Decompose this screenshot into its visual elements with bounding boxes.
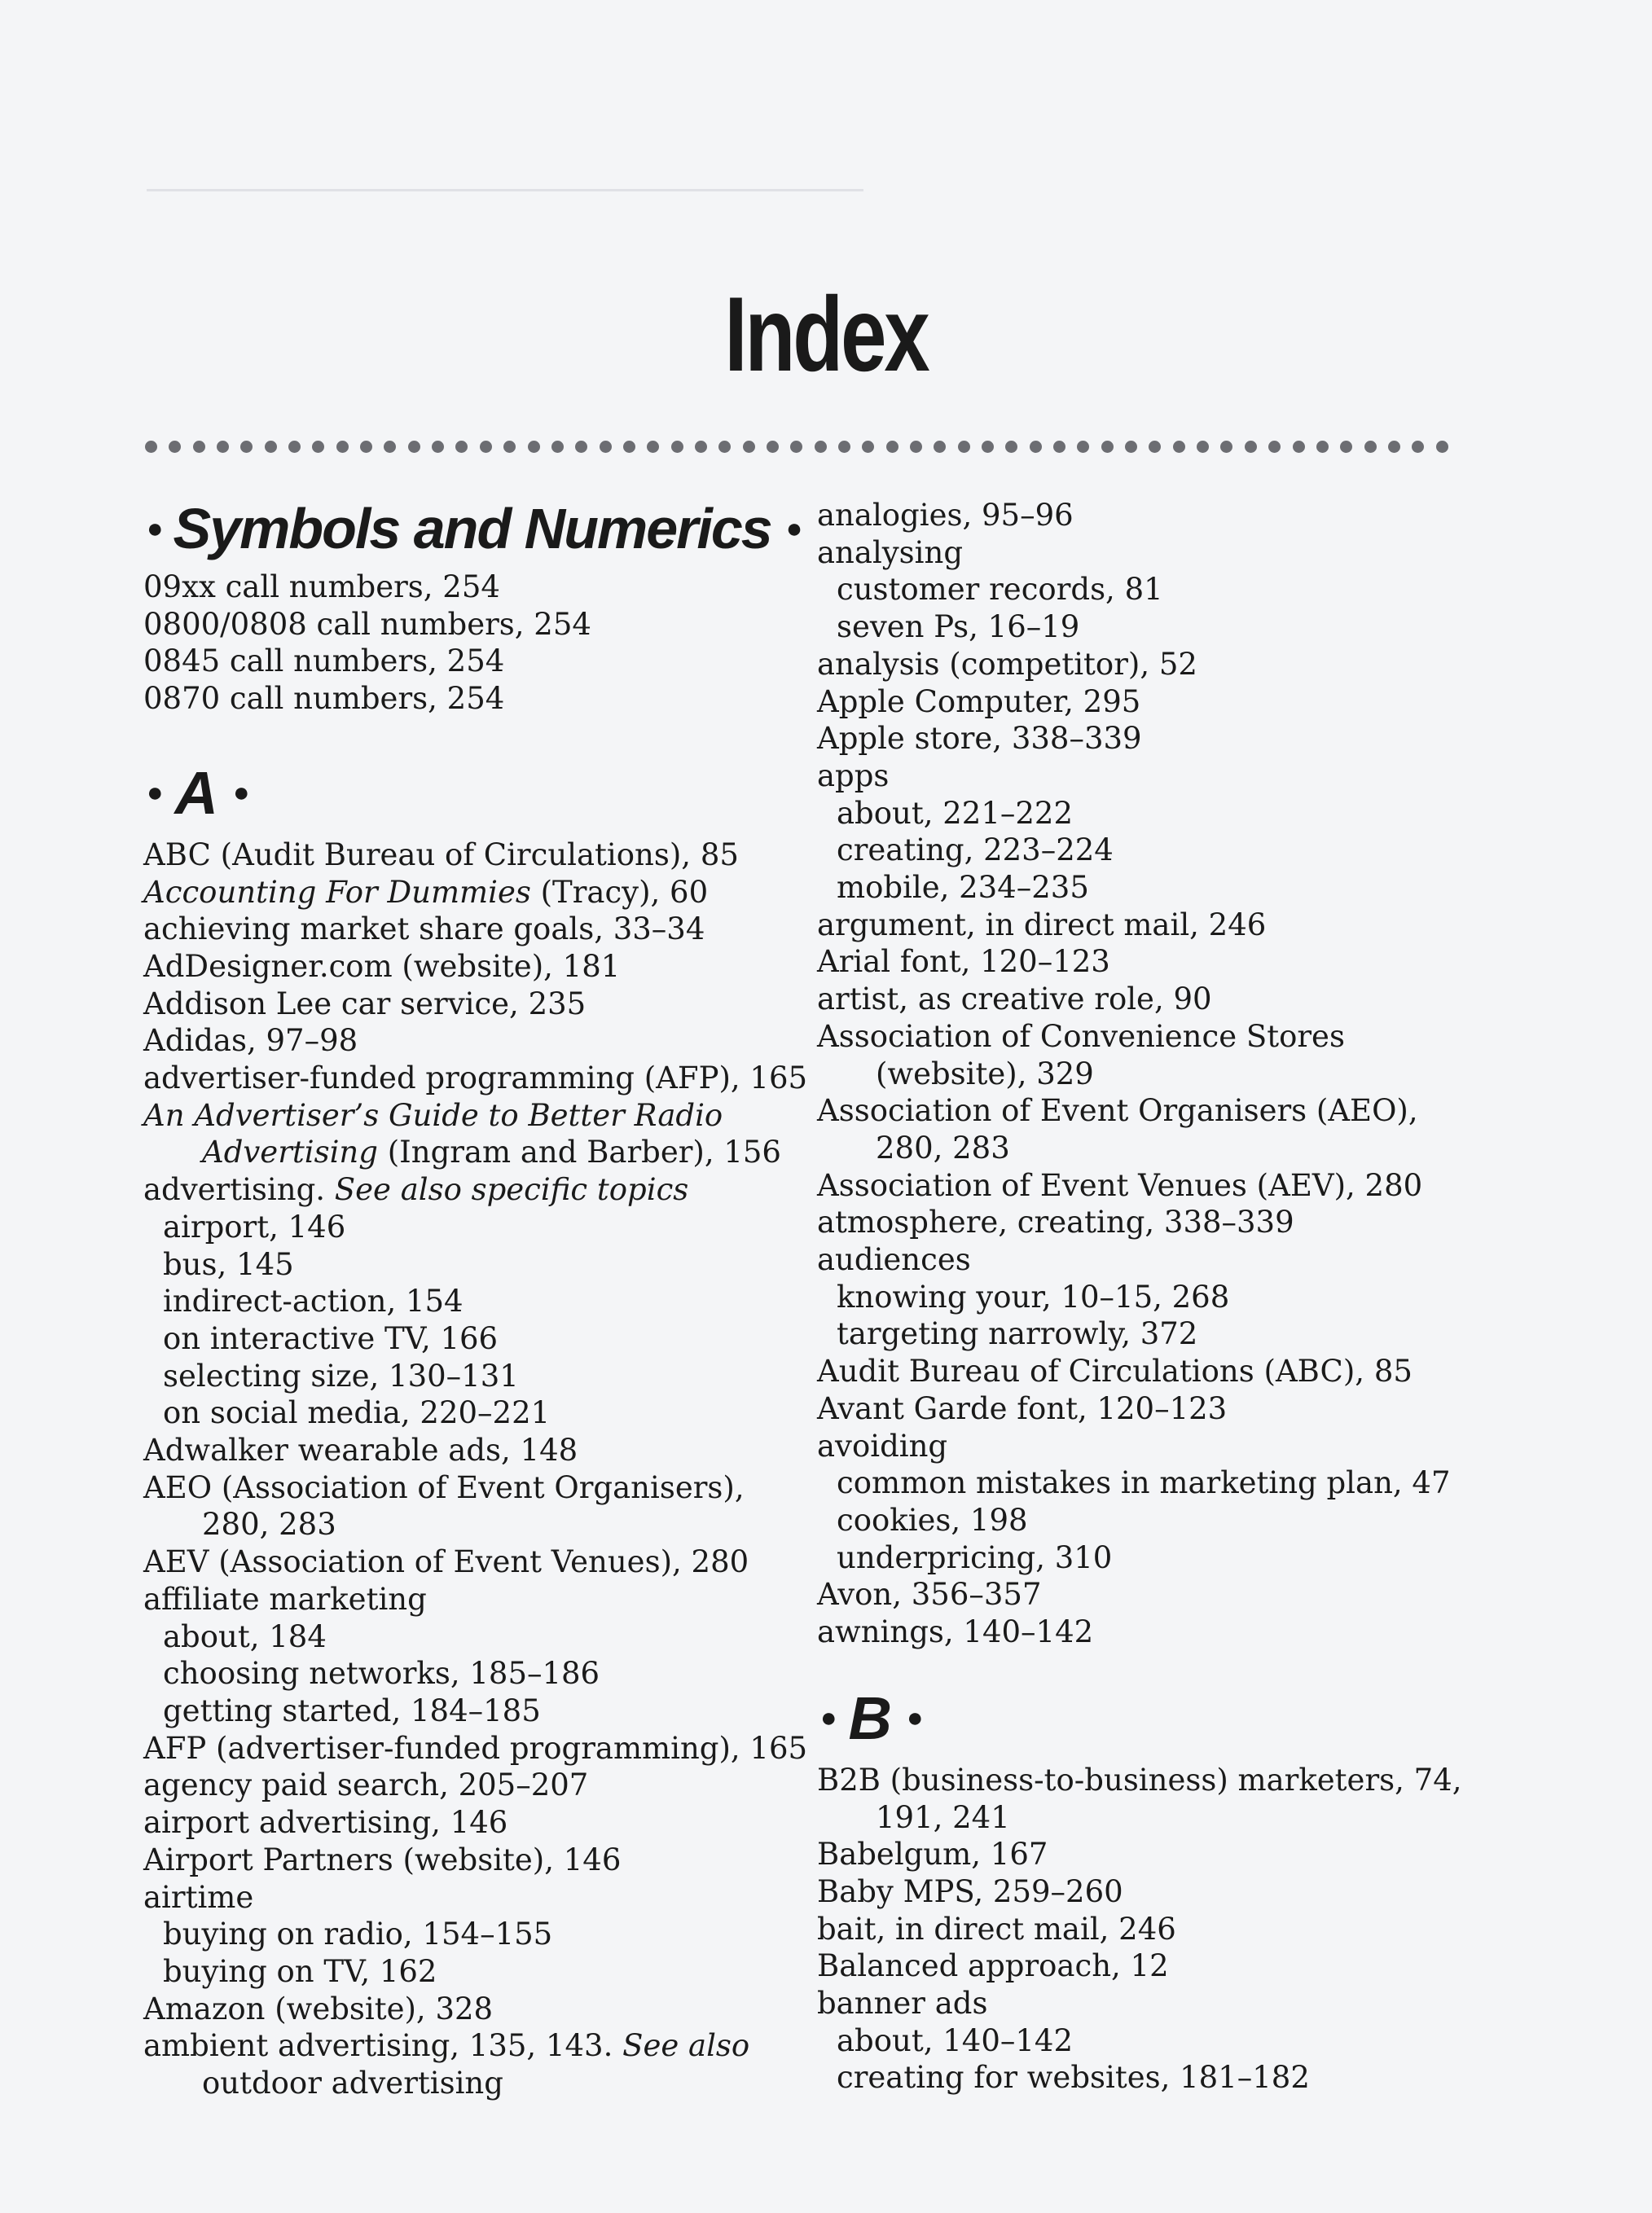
rule-dot [910,441,922,453]
index-entry-continuation [817,1130,1485,1167]
entry-text: achieving market share goals, 33–34 [143,911,705,947]
index-entry [143,1730,811,1767]
index-entry [143,1543,811,1581]
rule-dot [1436,441,1448,453]
entry-text: bait, in direct mail, 246 [817,1911,1176,1947]
entry-text: Airport Partners (website), 146 [143,1842,622,1877]
entry-text: 280, 283 [202,1507,336,1543]
dotted-rule [145,438,1448,454]
entry-text: 191, 241 [876,1799,1010,1835]
entry-text: See also specific topics [334,1172,689,1208]
entry-text: cookies, 198 [837,1502,1028,1538]
index-subentry [817,1502,1485,1539]
entry-text: Audit Bureau of Circulations (ABC), 85 [817,1354,1413,1390]
entry-text: 0870 call numbers, 254 [143,681,505,717]
entry-text: airtime [143,1879,254,1915]
index-entry [143,874,811,911]
rule-dot [600,441,612,453]
index-entry [143,643,811,680]
rule-dot [958,441,970,453]
rule-dot [1245,441,1257,453]
index-subentry [143,1283,811,1320]
index-subentry [817,832,1485,869]
index-entry [817,1762,1485,1799]
index-entry [143,1171,811,1209]
entry-text: avoiding [817,1428,948,1464]
index-subentry [143,1320,811,1358]
entry-text: (website), 329 [876,1056,1094,1091]
index-subentry [143,1655,811,1693]
page-title: Index [724,274,928,393]
rule-dot [528,441,540,453]
entry-text: advertiser-funded programming (AFP), 165 [143,1060,808,1096]
entry-text: AEO (Association of Event Organisers), [143,1469,745,1505]
bullet-icon: ● [907,1701,924,1733]
index-entry [817,1092,1485,1130]
entry-text: 09xx call numbers, 254 [143,569,500,604]
entry-text: common mistakes in marketing plan, 47 [837,1465,1451,1501]
index-entry [817,981,1485,1018]
entry-text: underpricing, 310 [837,1539,1113,1575]
rule-dot [575,441,587,453]
rule-dot [623,441,635,453]
entry-text: creating for websites, 181–182 [837,2060,1310,2096]
entry-text: buying on TV, 162 [163,1953,437,1989]
entry-text: Adidas, 97–98 [143,1023,358,1059]
index-entry-continuation [143,1134,811,1171]
rule-dot [503,441,516,453]
rule-dot [1364,441,1377,453]
rule-dot [288,441,301,453]
rule-dot [743,441,755,453]
index-entry-continuation [817,1799,1485,1837]
index-entry [143,986,811,1023]
entry-text: buying on radio, 154–155 [163,1917,553,1952]
index-entry [817,646,1485,683]
index-subentry [817,869,1485,907]
entry-text: 0800/0808 call numbers, 254 [143,606,591,642]
entry-text: See also [622,2028,750,2064]
index-subentry [143,1618,811,1656]
rule-dot [1388,441,1400,453]
rule-dot [1173,441,1185,453]
rule-dot [360,441,372,453]
index-entry [143,911,811,948]
index-entry [143,1879,811,1917]
rule-dot [1268,441,1281,453]
index-subentry [817,1464,1485,1502]
entry-text: Apple store, 338–339 [817,721,1142,757]
index-entry [143,1097,811,1135]
entry-text: airport advertising, 146 [143,1805,508,1841]
index-entry-continuation [817,1056,1485,1093]
rule-dot [1340,441,1352,453]
index-subentry [143,1953,811,1991]
entry-text: outdoor advertising [202,2066,503,2101]
entry-text: Arial font, 120–123 [817,944,1110,980]
entry-text: Amazon (website), 328 [143,1991,494,2026]
rule-dot [1077,441,1089,453]
rule-dot [1030,441,1042,453]
rule-dot [647,441,659,453]
index-subentry [817,2022,1485,2060]
index-entry [817,497,1485,534]
entry-text: Accounting For Dummies [143,874,531,910]
entry-text: analogies, 95–96 [817,498,1074,533]
rule-dot [265,441,277,453]
entry-text: Apple Computer, 295 [817,683,1141,719]
index-entry [143,1022,811,1060]
entry-text: ambient advertising, 135, 143. [143,2028,623,2064]
rule-dot [480,441,492,453]
rule-dot [432,441,444,453]
rule-dot [790,441,802,453]
entry-text: Advertising [202,1135,378,1170]
index-entry [817,720,1485,757]
index-entry [143,1767,811,1804]
entry-text: analysing [817,534,964,570]
entry-text: AEV (Association of Event Venues), 280 [143,1544,749,1580]
index-subentry [143,1693,811,1730]
entry-text: mobile, 234–235 [837,870,1089,906]
entry-text: airport, 146 [163,1209,346,1245]
rule-dot [886,441,898,453]
entry-text: Association of Event Venues (AEV), 280 [817,1167,1423,1203]
index-entry [143,680,811,718]
entry-text: An Advertiser’s Guide to Better Radio [143,1097,723,1133]
index-subentry [143,1916,811,1953]
entry-text: Babelgum, 167 [817,1837,1048,1873]
entry-text: advertising. [143,1172,335,1208]
index-subentry [817,1315,1485,1353]
entry-text: atmosphere, creating, 338–339 [817,1205,1294,1240]
index-entry [817,534,1485,572]
rule-dot [862,441,874,453]
rule-dot [193,441,205,453]
rule-dot [1125,441,1137,453]
index-entry [143,1991,811,2028]
index-entry [817,1204,1485,1241]
entry-text: banner ads [817,1986,988,2022]
index-entry [817,1947,1485,1985]
section-label: Symbols and Numerics [173,497,771,561]
section-heading [817,1675,1485,1762]
entry-text: on social media, 220–221 [163,1395,551,1431]
entry-text: AdDesigner.com (website), 181 [143,948,621,984]
rule-dot [1293,441,1305,453]
index-subentry [143,1394,811,1432]
index-entry [817,1614,1485,1651]
index-entry [817,683,1485,721]
entry-text: 280, 283 [876,1130,1010,1166]
index-entry [143,569,811,606]
index-entry [817,1167,1485,1205]
entry-text: apps [817,757,890,793]
rule-dot [455,441,468,453]
index-entry [143,1804,811,1842]
section-label: B [848,1684,892,1752]
index-entry [143,948,811,986]
rule-dot [169,441,181,453]
entry-text: awnings, 140–142 [817,1614,1094,1650]
entry-text: Addison Lee car service, 235 [143,986,587,1021]
rule-dot [838,441,850,453]
index-entry [143,606,811,643]
rule-dot [408,441,420,453]
entry-text: analysis (competitor), 52 [817,646,1197,682]
index-entry [817,1576,1485,1614]
rule-dot [815,441,827,453]
rule-dot [1220,441,1232,453]
index-entry [817,907,1485,944]
entry-text: bus, 145 [163,1246,294,1282]
rule-dot [551,441,564,453]
index-column-left [143,497,811,2102]
bleed-rule [147,189,863,191]
entry-text: selecting size, 130–131 [163,1358,519,1394]
index-entry [817,1353,1485,1390]
index-subentry [143,1209,811,1246]
index-entry [817,1873,1485,1911]
entry-text: targeting narrowly, 372 [837,1316,1198,1352]
entry-text: Association of Event Organisers (AEO), [817,1093,1418,1129]
entry-text: about, 140–142 [837,2022,1073,2058]
rule-dot [384,441,396,453]
index-entry [817,1241,1485,1279]
entry-text: AFP (advertiser-funded programming), 165 [143,1730,808,1766]
index-subentry [817,571,1485,608]
index-entry [143,1581,811,1618]
index-column-right [817,497,1485,2097]
rule-dot [1101,441,1114,453]
rule-dot [240,441,253,453]
bullet-icon: ● [147,513,162,545]
rule-dot [145,441,157,453]
entry-text: knowing your, 10–15, 268 [837,1279,1230,1315]
index-subentry [817,1279,1485,1316]
bullet-icon: ● [233,776,250,808]
entry-text: agency paid search, 205–207 [143,1767,589,1803]
entry-text: ABC (Audit Bureau of Circulations), 85 [143,836,739,872]
index-entry [143,836,811,874]
entry-text: choosing networks, 185–186 [163,1656,600,1692]
rule-dot [767,441,779,453]
rule-dot [718,441,731,453]
bullet-icon: ● [785,513,802,545]
index-entry [817,1836,1485,1873]
entry-text: Avon, 356–357 [817,1577,1042,1613]
index-entry [817,757,1485,795]
rule-dot [671,441,683,453]
index-entry [817,943,1485,981]
section-heading [143,750,811,836]
index-entry [143,1432,811,1469]
index-subentry [143,1358,811,1395]
index-subentry [817,2059,1485,2097]
index-entry [817,1985,1485,2022]
index-entry [817,1911,1485,1948]
entry-text: argument, in direct mail, 246 [817,907,1267,942]
entry-text: 0845 call numbers, 254 [143,643,505,679]
entry-text: Balanced approach, 12 [817,1948,1169,1984]
rule-dot [1412,441,1424,453]
entry-text: on interactive TV, 166 [163,1320,499,1356]
index-entry-continuation [143,1506,811,1543]
index-entry [143,1842,811,1879]
entry-text: (Tracy), 60 [530,874,709,910]
rule-dot [1197,441,1209,453]
rule-dot [1053,441,1065,453]
entry-text: creating, 223–224 [837,832,1114,868]
index-subentry [143,1246,811,1284]
entry-text: (Ingram and Barber), 156 [377,1135,781,1170]
index-entry [817,1390,1485,1428]
entry-text: Adwalker wearable ads, 148 [143,1433,578,1469]
section-heading [143,490,811,569]
entry-text: seven Ps, 16–19 [837,609,1080,645]
rule-dot [934,441,946,453]
section-label: A [174,758,218,827]
entry-text: customer records, 81 [837,572,1163,608]
entry-text: Baby MPS, 259–260 [817,1873,1123,1909]
rule-dot [695,441,707,453]
rule-dot [982,441,994,453]
rule-dot [312,441,324,453]
entry-text: audiences [817,1242,971,1278]
entry-text: Avant Garde font, 120–123 [817,1390,1228,1426]
rule-dot [1005,441,1017,453]
bullet-icon: ● [820,1701,837,1733]
rule-dot [1316,441,1329,453]
entry-text: indirect-action, 154 [163,1284,464,1319]
index-entry [817,1018,1485,1056]
entry-text: getting started, 184–185 [163,1693,541,1728]
entry-text: Association of Convenience Stores [817,1018,1345,1054]
index-entry [817,1428,1485,1465]
index-entry [143,1469,811,1507]
entry-text: about, 221–222 [837,795,1073,831]
entry-text: about, 184 [163,1618,327,1654]
index-subentry [817,795,1485,832]
index-entry [143,2027,811,2065]
bullet-icon: ● [147,776,164,808]
entry-text: B2B (business-to-business) marketers, 74, [817,1762,1462,1798]
index-entry-continuation [143,2065,811,2102]
entry-text: artist, as creative role, 90 [817,981,1212,1017]
index-subentry [817,608,1485,646]
rule-dot [1149,441,1161,453]
index-subentry [817,1539,1485,1577]
rule-dot [217,441,229,453]
rule-dot [336,441,349,453]
index-entry [143,1060,811,1097]
entry-text: affiliate marketing [143,1581,427,1617]
